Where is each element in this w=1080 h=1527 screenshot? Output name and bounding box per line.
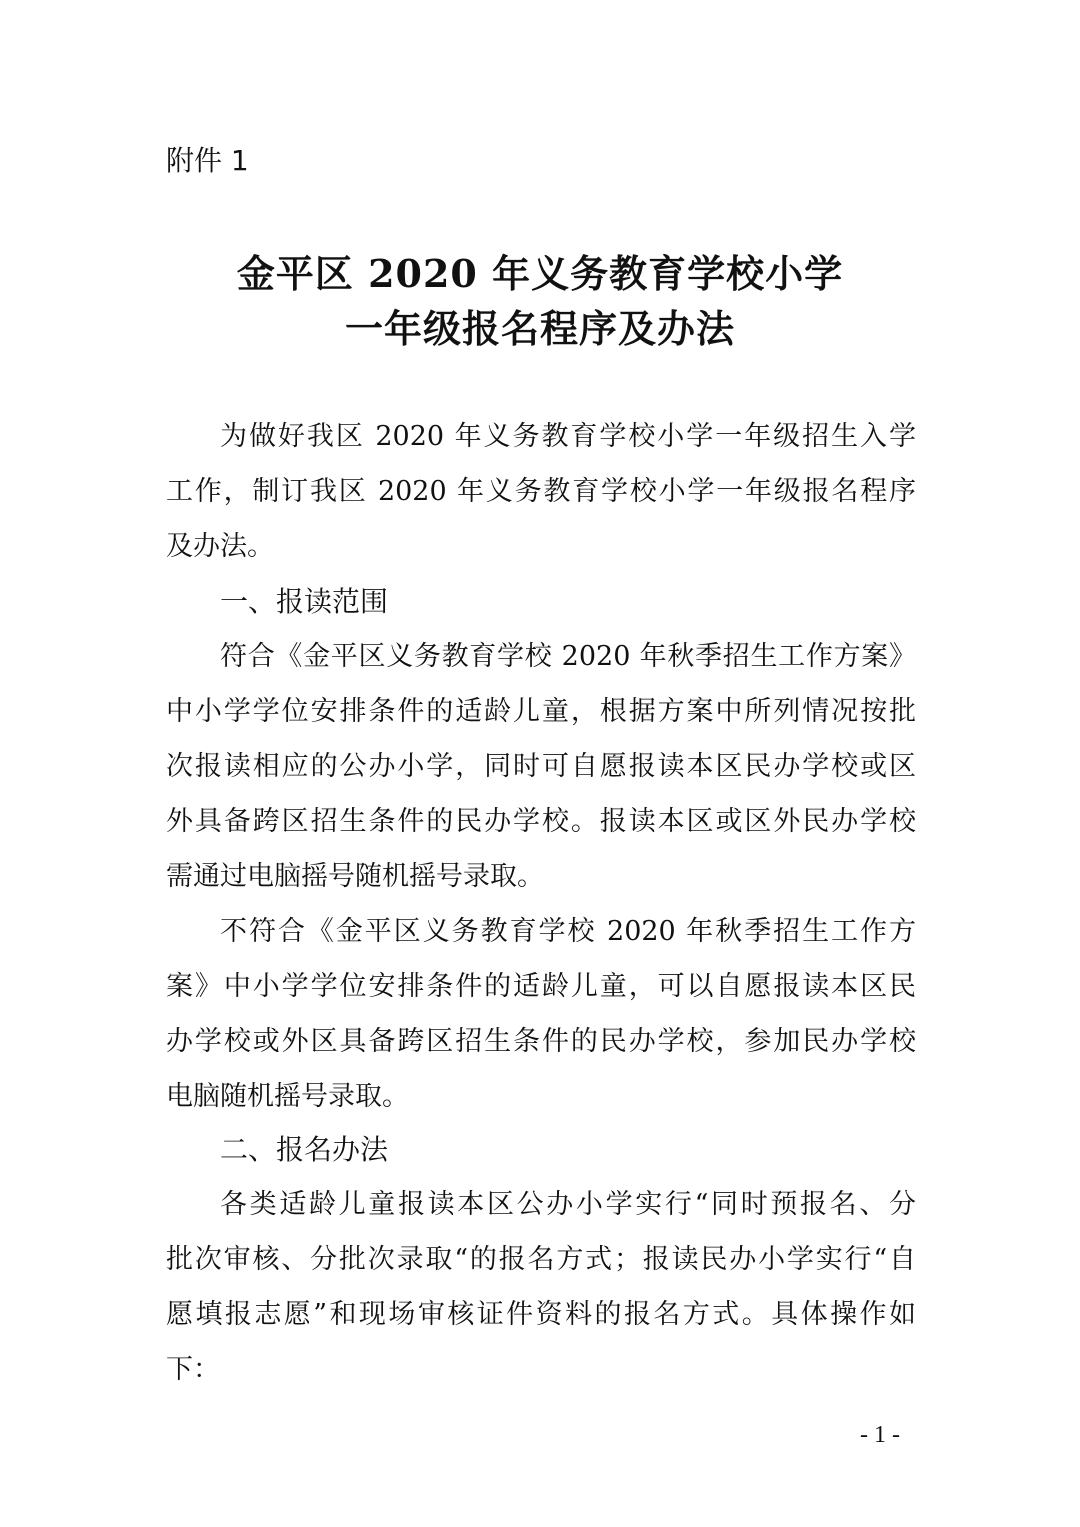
page-number: - 1 - (860, 1422, 900, 1448)
intro-line: 工作，制订我区 2020 年义务教育学校小学一年级报名程序 (166, 476, 916, 507)
paragraph-line: 符合《金平区义务教育学校 2020 年秋季招生工作方案》 (220, 641, 916, 672)
section-heading-method: 二、报名办法 (220, 1133, 389, 1166)
paragraph-line: 不符合《金平区义务教育学校 2020 年秋季招生工作方 (220, 916, 916, 947)
paragraph-line: 电脑随机摇号录取。 (166, 1081, 409, 1112)
attachment-label: 附件 1 (166, 144, 249, 177)
document-title-line-2: 一年级报名程序及办法 (344, 306, 735, 351)
paragraph-line: 外具备跨区招生条件的民办学校。报读本区或区外民办学校 (166, 806, 916, 837)
paragraph-line: 需通过电脑摇号随机摇号录取。 (166, 861, 544, 892)
paragraph-line: 案》中小学学位安排条件的适龄儿童，可以自愿报读本区民 (166, 971, 916, 1002)
paragraph-line: 各类适龄儿童报读本区公办小学实行“同时预报名、分 (220, 1189, 916, 1220)
paragraph-line: 次报读相应的公办小学，同时可自愿报读本区民办学校或区 (166, 751, 916, 782)
intro-line: 为做好我区 2020 年义务教育学校小学一年级招生入学 (220, 421, 916, 452)
section-heading-scope: 一、报读范围 (220, 585, 389, 618)
intro-line: 及办法。 (166, 531, 274, 562)
paragraph-line: 批次审核、分批次录取“的报名方式；报读民办小学实行“自 (166, 1244, 916, 1275)
paragraph-line: 下： (166, 1354, 220, 1385)
paragraph-line: 愿填报志愿”和现场审核证件资料的报名方式。具体操作如 (166, 1299, 916, 1330)
paragraph-line: 中小学学位安排条件的适龄儿童，根据方案中所列情况按批 (166, 696, 916, 727)
document-title-line-1: 金平区 2020 年义务教育学校小学 (236, 251, 844, 296)
paragraph-line: 办学校或外区具备跨区招生条件的民办学校，参加民办学校 (166, 1026, 916, 1057)
